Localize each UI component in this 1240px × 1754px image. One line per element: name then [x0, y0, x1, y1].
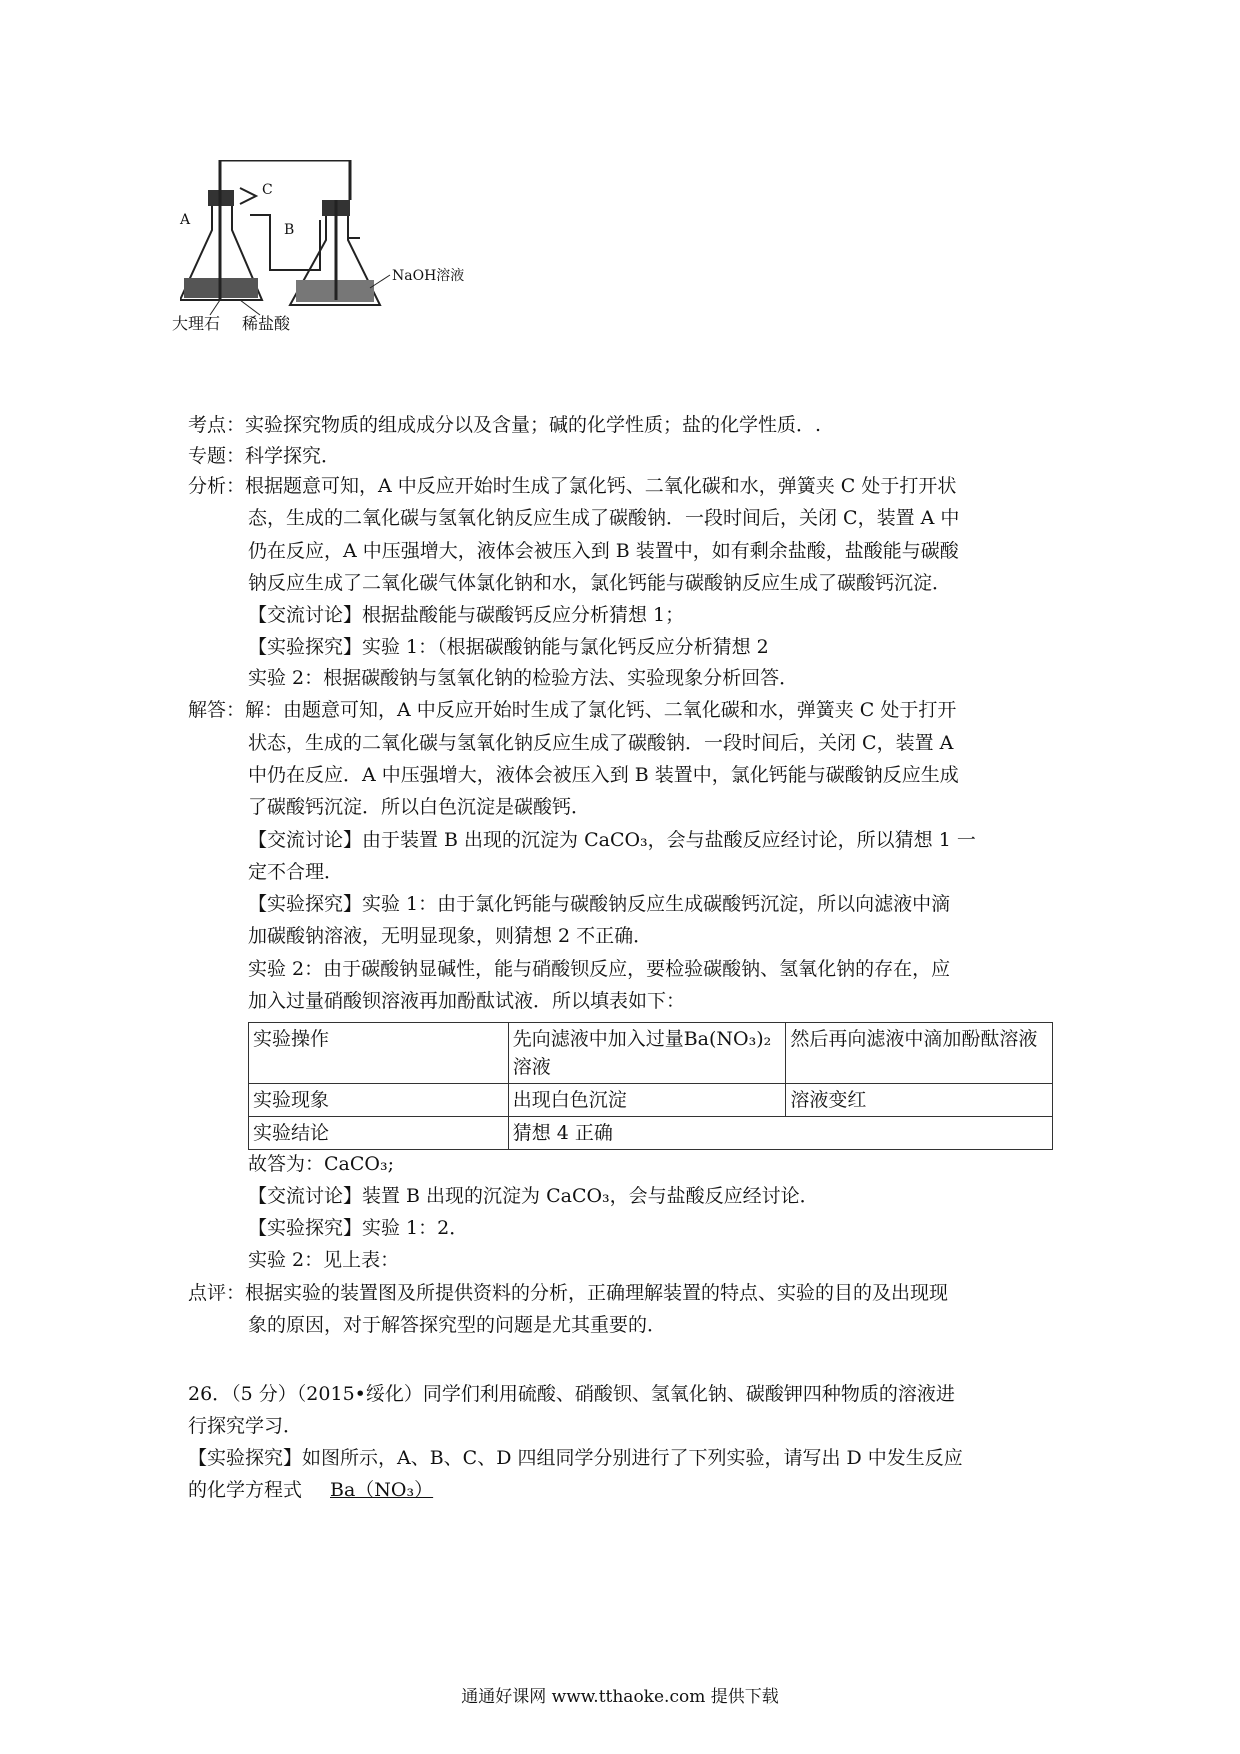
table-cell: 出现白色沉淀 [508, 1084, 786, 1117]
table-row [249, 1023, 1053, 1084]
text-line: 【实验探究】如图所示，A、B、C、D 四组同学分别进行了下列实验，请写出 D 中发生反应 [188, 1447, 963, 1469]
label-a: A [180, 212, 191, 228]
text-line: 实验 2：根据碳酸钠与氢氧化钠的检验方法、实验现象分析回答． [248, 667, 799, 689]
text-line: 中仍在反应．A 中压强增大，液体会被压入到 B 装置中，氯化钙能与碳酸钠反应生成 [248, 764, 959, 786]
label-c: C [262, 182, 273, 198]
label-marble: 大理石 [172, 314, 221, 333]
text-line: 态，生成的二氧化碳与氢氧化钠反应生成了碳酸钠．一段时间后，关闭 C，装置 A 中 [248, 507, 960, 529]
table-cell: 然后再向滤液中滴加酚酞溶液 [786, 1023, 1053, 1084]
text-line: 象的原因，对于解答探究型的问题是尤其重要的． [248, 1314, 667, 1336]
text-line: 钠反应生成了二氧化碳气体氯化钠和水，氯化钙能与碳酸钠反应生成了碳酸钙沉淀． [248, 572, 952, 594]
table-cell: 实验现象 [249, 1084, 509, 1117]
text-line: 【实验探究】实验 1：由于氯化钙能与碳酸钠反应生成碳酸钙沉淀，所以向滤液中滴 [248, 893, 951, 915]
label-acid: 稀盐酸 [242, 314, 291, 333]
text-line: 的化学方程式 [188, 1479, 303, 1501]
text-line: 分析：根据题意可知，A 中反应开始时生成了氯化钙、二氧化碳和水，弹簧夹 C 处于打开状 [188, 475, 957, 497]
text-line: 仍在反应，A 中压强增大，液体会被压入到 B 装置中，如有剩余盐酸，盐酸能与碳酸 [248, 540, 959, 562]
text-line: 【实验探究】实验 1：（根据碳酸钠能与氯化钙反应分析猜想 2 [248, 636, 769, 658]
label-naoh: NaOH溶液 [392, 268, 465, 284]
text-line: 【实验探究】实验 1：2． [248, 1217, 469, 1239]
answer-blank: Ba（NO₃） [330, 1479, 434, 1501]
text-line: 解答：解：由题意可知，A 中反应开始时生成了氯化钙、二氧化碳和水，弹簧夹 C 处于打开 [188, 699, 957, 721]
apparatus-figure [172, 160, 480, 375]
table-cell: 猜想 4 正确 [508, 1117, 1052, 1150]
text-line: 定不合理． [248, 861, 344, 883]
text-line: 【交流讨论】根据盐酸能与碳酸钙反应分析猜想 1； [248, 604, 685, 626]
text-line: 点评：根据实验的装置图及所提供资料的分析，正确理解装置的特点、实验的目的及出现现 [188, 1282, 949, 1304]
text-line: 行探究学习． [188, 1415, 303, 1437]
text-line: 故答为：CaCO₃; [248, 1153, 394, 1175]
text-line: 【交流讨论】装置 B 出现的沉淀为 CaCO₃，会与盐酸反应经讨论． [248, 1185, 819, 1207]
text-line: 状态，生成的二氧化碳与氢氧化钠反应生成了碳酸钠．一段时间后，关闭 C，装置 A [248, 732, 954, 754]
text-line: 加碳酸钠溶液，无明显现象，则猜想 2 不正确． [248, 925, 653, 947]
text-line: 了碳酸钙沉淀．所以白色沉淀是碳酸钙． [248, 796, 591, 818]
table-cell: 先向滤液中加入过量Ba(NO₃)₂溶液 [508, 1023, 786, 1084]
text-line: 实验 2：见上表： [248, 1249, 400, 1271]
label-b: B [284, 222, 295, 238]
text-line: 加入过量硝酸钡溶液再加酚酞试液．所以填表如下： [248, 990, 686, 1012]
text-line: 实验 2：由于碳酸钠显碱性，能与硝酸钡反应，要检验碳酸钠、氢氧化钠的存在，应 [248, 958, 951, 980]
result-table [248, 1022, 1053, 1150]
text-line: 【交流讨论】由于装置 B 出现的沉淀为 CaCO₃，会与盐酸反应经讨论，所以猜想 1 一 [248, 829, 976, 851]
table-row [249, 1117, 1053, 1150]
table-cell: 实验操作 [249, 1023, 509, 1084]
table-row [249, 1084, 1053, 1117]
text-line: 26．（5 分）（2015•绥化）同学们利用硫酸、硝酸钡、氢氧化钠、碳酸钾四种物质的溶液进 [188, 1383, 955, 1405]
table-cell: 实验结论 [249, 1117, 509, 1150]
page-footer: 通通好课网 www.tthaoke.com 提供下载 [461, 1687, 779, 1707]
text-line: 考点：实验探究物质的组成成分以及含量；碱的化学性质；盐的化学性质．. [188, 414, 822, 436]
table-cell: 溶液变红 [786, 1084, 1053, 1117]
text-line: 专题：科学探究． [188, 445, 341, 467]
